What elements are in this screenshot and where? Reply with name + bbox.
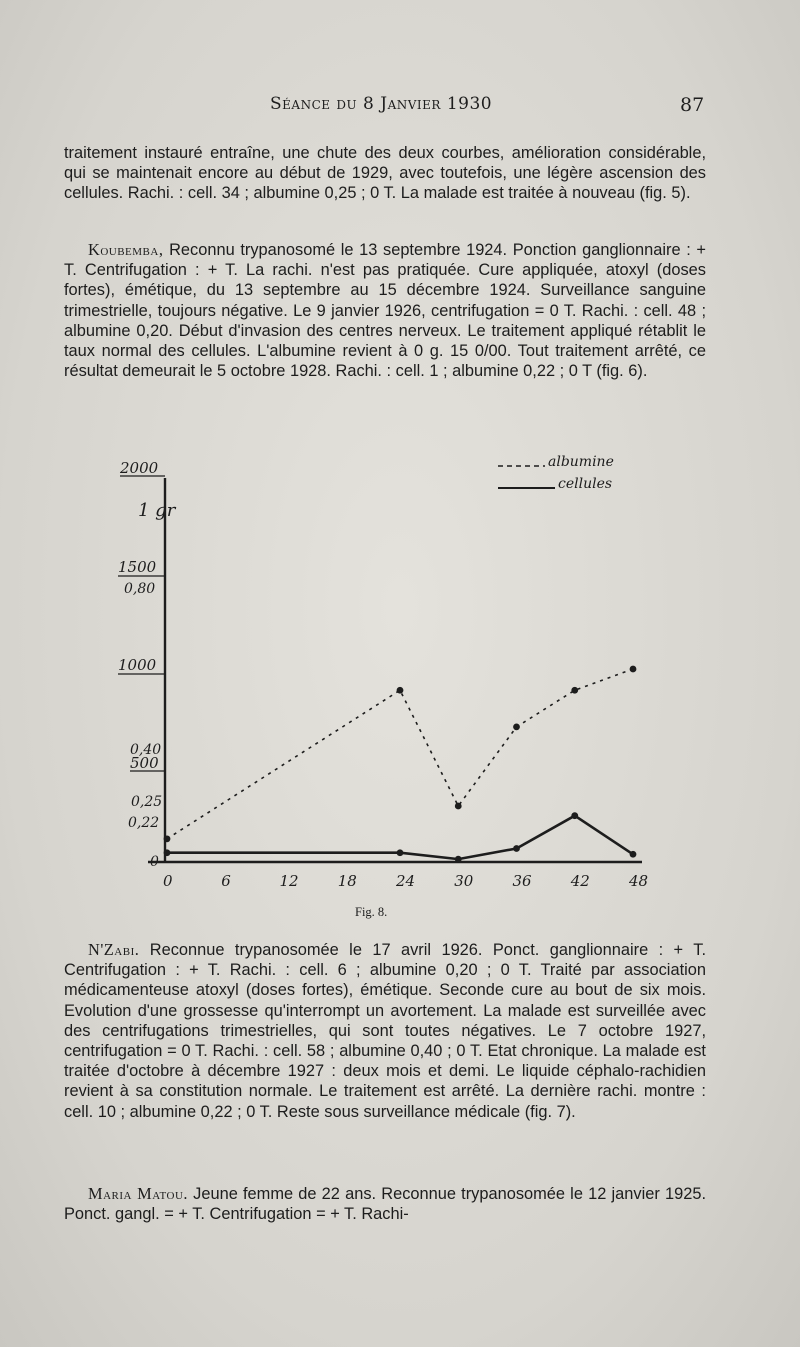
x-axis-ticks [163,872,648,890]
x-tick-label: 0 [163,872,173,890]
y-tick-cells-500: 500 [130,754,159,772]
series-line-albumine [167,669,633,839]
data-point-albumine [513,724,520,731]
data-point-cellules [630,851,637,858]
legend-label-cellules: cellules [558,476,613,492]
y-tick-albumin-025: 0,25 [131,794,163,810]
paragraph-maria-matou [64,1184,706,1224]
y-tick-albumin-1gr: 1 gr [138,500,176,521]
data-point-cellules [397,849,404,856]
data-point-albumine [571,687,578,694]
y-tick-cells-2000: 2000 [120,459,159,477]
data-point-cellules [164,849,171,856]
legend-label-albumine: albumine [548,454,614,470]
patient-name: Koubemba, [88,240,164,259]
x-tick-label: 48 [629,872,649,890]
x-tick-label: 36 [512,872,532,890]
data-point-albumine [455,803,462,810]
data-point-cellules [513,845,520,852]
paragraph-nzabi [64,940,706,1122]
figure-caption: Fig. 8. [355,905,388,919]
x-tick-label: 6 [221,872,231,890]
y-tick-albumin-022: 0,22 [128,815,160,831]
paragraph-text: Reconnu trypanosomé le 13 septembre 1924. Ponction ganglionnaire : + T. Centrifugation : + T. La rachi. n'est pas pratiquée. Cure appliquée, atoxyl (doses fortes), émétique, du 13 septembre au 15 décembre 1924. Surveillance sanguine trimestrielle, toujours négative. Le 9 janvier 1926, centrifugation = 0 T. Rachi. : cell. 48 ; albumine 0,20. Début d'invasion des centres nerveux. Le traitement appliqué rétablit le taux normal des cellules. L'albumine revient à 0 g. 15 0/00. Tout traitement arrêté, ce résultat demeurait le 5 octobre 1928. Rachi. : cell. 1 ; albumine 0,22 ; 0 T (fig. 6). [64,241,706,381]
page-number: 87 [680,94,705,116]
x-tick-label: 12 [279,872,299,890]
running-title: Séance du 8 Janvier 1930 [270,94,493,114]
chart-series [164,666,637,863]
patient-name: N'Zabi. [88,940,140,959]
x-tick-label: 42 [570,872,590,890]
x-tick-label: 24 [396,872,416,890]
y-tick-cells-1000: 1000 [118,656,157,674]
y-tick-albumin-040: 0,40 [130,742,162,758]
x-tick-label: 30 [454,872,474,890]
data-point-cellules [571,812,578,819]
y-axis-ticks [118,459,177,870]
chart-legend [498,454,614,492]
data-point-albumine [630,666,637,673]
data-point-albumine [397,687,404,694]
y-tick-albumin-080: 0,80 [124,581,156,597]
paragraph-text: Reconnue trypanosomée le 17 avril 1926. Ponct. ganglionnaire : + T. Centrifugation : + T. Rachi. : cell. 6 ; albumine 0,20 ; 0 T. Traité par association médicamenteuse atoxyl (doses fortes), émétique. Seconde cure au bout de six mois. Evolution d'une grossesse qu'interrompt un avortement. La malade est surveillée avec des centrifugations trimestrielles, qui sont toutes négatives. Le 7 octobre 1927, centrifugation = 0 T. Rachi. : cell. 58 ; albumine 0,40 ; 0 T. Etat chronique. La malade est traitée d'octobre à décembre 1927 : deux mois et demi. Le liquide céphalo-rachidien revient à sa constitution normale. Le traitement est arrêté. La dernière rachi. montre : cell. 10 ; albumine 0,22 ; 0 T. Reste sous surveillance médicale (fig. 7). [64,941,706,1121]
paragraph-text: Jeune femme de 22 ans. Reconnue trypanosomée le 12 janvier 1925. Ponct. gangl. = + T. Centrifugation = + T. Rachi- [64,1185,706,1224]
x-tick-label: 18 [337,872,357,890]
data-point-cellules [455,856,462,863]
y-tick-cells-1500: 1500 [118,558,157,576]
paragraph-text: traitement instauré entraîne, une chute des deux courbes, amélioration considérable, qui se maintenait encore au début de 1929, avec toutefois, une légère ascension des cellules. Rachi. : cell. 34 ; albumine 0,25 ; 0 T. La malade est traitée à nouveau (fig. 5). [64,144,706,203]
data-point-albumine [164,835,171,842]
y-tick-cells-0: 0 [150,854,159,870]
patient-name: Maria Matou. [88,1184,188,1203]
